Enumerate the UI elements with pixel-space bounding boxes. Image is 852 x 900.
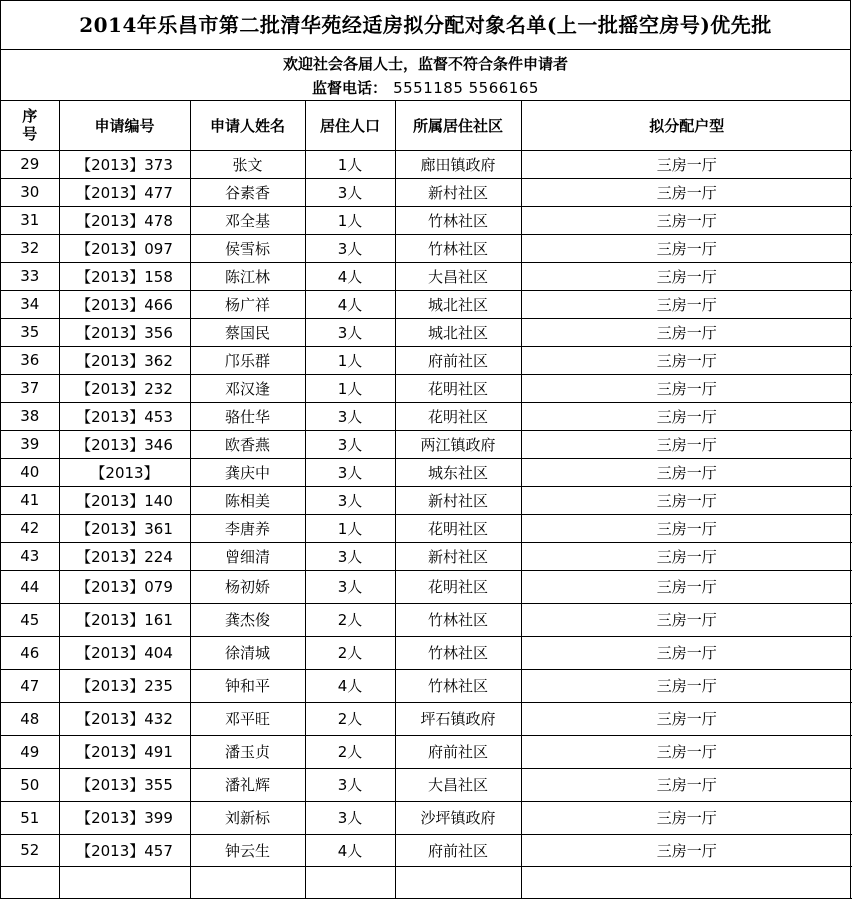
cell-unit-type: 三房一厅 (521, 374, 852, 402)
cell-seq: 46 (1, 636, 59, 669)
phone-label: 监督电话： (312, 79, 388, 97)
cell-household: 1人 (305, 206, 395, 234)
cell-app-no: 【2013】453 (59, 402, 190, 430)
table-body (1, 150, 852, 898)
table-row (1, 262, 852, 290)
cell-name: 张文 (190, 150, 305, 178)
cell-community: 大昌社区 (395, 262, 521, 290)
table-row (1, 669, 852, 702)
empty-cell (521, 866, 852, 898)
cell-name: 邓汉逢 (190, 374, 305, 402)
cell-app-no: 【2013】158 (59, 262, 190, 290)
cell-household: 3人 (305, 402, 395, 430)
empty-cell (190, 866, 305, 898)
cell-seq: 43 (1, 542, 59, 570)
cell-household: 3人 (305, 178, 395, 206)
table-row (1, 234, 852, 262)
cell-community: 新村社区 (395, 178, 521, 206)
table-row (1, 486, 852, 514)
cell-community: 新村社区 (395, 486, 521, 514)
cell-name: 龚庆中 (190, 458, 305, 486)
empty-cell (59, 866, 190, 898)
cell-household: 2人 (305, 603, 395, 636)
cell-app-no: 【2013】362 (59, 346, 190, 374)
cell-community: 府前社区 (395, 834, 521, 866)
cell-household: 3人 (305, 486, 395, 514)
phone-line (1, 78, 850, 98)
table-row (1, 834, 852, 866)
table-row (1, 458, 852, 486)
cell-app-no: 【2013】457 (59, 834, 190, 866)
table-row (1, 514, 852, 542)
cell-community: 坪石镇政府 (395, 702, 521, 735)
cell-seq: 37 (1, 374, 59, 402)
table-row (1, 636, 852, 669)
cell-unit-type: 三房一厅 (521, 150, 852, 178)
cell-seq: 44 (1, 570, 59, 603)
column-header-unit-type: 拟分配户型 (521, 101, 852, 150)
cell-name: 徐清城 (190, 636, 305, 669)
cell-unit-type: 三房一厅 (521, 801, 852, 834)
table-row (1, 570, 852, 603)
cell-name: 李唐养 (190, 514, 305, 542)
table-row (1, 206, 852, 234)
cell-community: 竹林社区 (395, 234, 521, 262)
cell-seq: 51 (1, 801, 59, 834)
cell-unit-type: 三房一厅 (521, 290, 852, 318)
cell-name: 潘玉贞 (190, 735, 305, 768)
cell-app-no: 【2013】235 (59, 669, 190, 702)
cell-household: 3人 (305, 430, 395, 458)
cell-seq: 36 (1, 346, 59, 374)
cell-seq: 50 (1, 768, 59, 801)
cell-app-no: 【2013】097 (59, 234, 190, 262)
cell-community: 竹林社区 (395, 669, 521, 702)
cell-app-no: 【2013】491 (59, 735, 190, 768)
cell-community: 花明社区 (395, 374, 521, 402)
cell-unit-type: 三房一厅 (521, 768, 852, 801)
table-row (1, 430, 852, 458)
cell-seq: 31 (1, 206, 59, 234)
cell-community: 城东社区 (395, 458, 521, 486)
allocation-table (1, 101, 852, 899)
cell-app-no: 【2013】355 (59, 768, 190, 801)
cell-unit-type: 三房一厅 (521, 178, 852, 206)
cell-unit-type: 三房一厅 (521, 430, 852, 458)
cell-seq: 48 (1, 702, 59, 735)
table-row (1, 150, 852, 178)
cell-app-no: 【2013】399 (59, 801, 190, 834)
cell-household: 3人 (305, 542, 395, 570)
cell-household: 2人 (305, 636, 395, 669)
table-row (1, 542, 852, 570)
cell-name: 潘礼辉 (190, 768, 305, 801)
cell-household: 1人 (305, 346, 395, 374)
cell-app-no: 【2013】232 (59, 374, 190, 402)
cell-unit-type: 三房一厅 (521, 735, 852, 768)
cell-household: 4人 (305, 290, 395, 318)
cell-unit-type: 三房一厅 (521, 318, 852, 346)
table-row (1, 346, 852, 374)
cell-name: 邓全基 (190, 206, 305, 234)
table-row (1, 801, 852, 834)
notice-line: 欢迎社会各届人士，监督不符合条件申请者 (282, 55, 568, 73)
cell-name: 刘新标 (190, 801, 305, 834)
cell-household: 3人 (305, 234, 395, 262)
cell-household: 1人 (305, 374, 395, 402)
cell-seq: 47 (1, 669, 59, 702)
header-row (1, 101, 852, 150)
cell-app-no: 【2013】356 (59, 318, 190, 346)
cell-seq: 45 (1, 603, 59, 636)
column-header-household: 居住人口 (305, 101, 395, 150)
cell-household: 1人 (305, 514, 395, 542)
cell-app-no: 【2013】477 (59, 178, 190, 206)
cell-seq: 39 (1, 430, 59, 458)
cell-household: 3人 (305, 570, 395, 603)
empty-row (1, 866, 852, 898)
column-header-name: 申请人姓名 (190, 101, 305, 150)
cell-name: 钟和平 (190, 669, 305, 702)
cell-unit-type: 三房一厅 (521, 669, 852, 702)
cell-community: 沙坪镇政府 (395, 801, 521, 834)
table-row (1, 735, 852, 768)
cell-app-no: 【2013】140 (59, 486, 190, 514)
cell-seq: 38 (1, 402, 59, 430)
cell-name: 曾细清 (190, 542, 305, 570)
table-row (1, 768, 852, 801)
cell-name: 邓平旺 (190, 702, 305, 735)
cell-unit-type: 三房一厅 (521, 402, 852, 430)
cell-seq: 52 (1, 834, 59, 866)
cell-unit-type: 三房一厅 (521, 514, 852, 542)
cell-unit-type: 三房一厅 (521, 234, 852, 262)
cell-app-no: 【2013】079 (59, 570, 190, 603)
cell-unit-type: 三房一厅 (521, 603, 852, 636)
cell-unit-type: 三房一厅 (521, 458, 852, 486)
cell-seq: 34 (1, 290, 59, 318)
cell-community: 府前社区 (395, 346, 521, 374)
table-row (1, 402, 852, 430)
cell-app-no: 【2013】361 (59, 514, 190, 542)
cell-app-no: 【2013】224 (59, 542, 190, 570)
cell-community: 花明社区 (395, 402, 521, 430)
cell-household: 4人 (305, 262, 395, 290)
cell-community: 城北社区 (395, 290, 521, 318)
cell-app-no: 【2013】432 (59, 702, 190, 735)
cell-seq: 40 (1, 458, 59, 486)
table-row (1, 178, 852, 206)
cell-name: 邝乐群 (190, 346, 305, 374)
cell-household: 2人 (305, 702, 395, 735)
page-title: 2014年乐昌市第二批清华苑经适房拟分配对象名单(上一批摇空房号)优先批 (1, 1, 850, 50)
cell-seq: 33 (1, 262, 59, 290)
cell-name: 杨初娇 (190, 570, 305, 603)
cell-household: 4人 (305, 834, 395, 866)
cell-unit-type: 三房一厅 (521, 262, 852, 290)
cell-app-no: 【2013】346 (59, 430, 190, 458)
cell-household: 3人 (305, 318, 395, 346)
cell-name: 蔡国民 (190, 318, 305, 346)
column-header-community: 所属居住社区 (395, 101, 521, 150)
empty-cell (395, 866, 521, 898)
cell-app-no: 【2013】478 (59, 206, 190, 234)
cell-community: 两江镇政府 (395, 430, 521, 458)
table-row (1, 374, 852, 402)
cell-name: 陈相美 (190, 486, 305, 514)
cell-seq: 35 (1, 318, 59, 346)
cell-community: 城北社区 (395, 318, 521, 346)
cell-unit-type: 三房一厅 (521, 570, 852, 603)
cell-name: 杨广祥 (190, 290, 305, 318)
cell-name: 钟云生 (190, 834, 305, 866)
cell-name: 谷素香 (190, 178, 305, 206)
cell-household: 1人 (305, 150, 395, 178)
cell-household: 3人 (305, 801, 395, 834)
cell-name: 侯雪标 (190, 234, 305, 262)
cell-app-no: 【2013】 (59, 458, 190, 486)
cell-name: 骆仕华 (190, 402, 305, 430)
supervision-notice (1, 50, 850, 101)
column-header-app-no: 申请编号 (59, 101, 190, 150)
cell-app-no: 【2013】404 (59, 636, 190, 669)
cell-community: 大昌社区 (395, 768, 521, 801)
cell-community: 花明社区 (395, 570, 521, 603)
cell-unit-type: 三房一厅 (521, 702, 852, 735)
column-header-seq: 序 号 (1, 101, 59, 150)
table-row (1, 290, 852, 318)
cell-unit-type: 三房一厅 (521, 542, 852, 570)
cell-seq: 30 (1, 178, 59, 206)
cell-household: 3人 (305, 768, 395, 801)
cell-app-no: 【2013】466 (59, 290, 190, 318)
cell-seq: 49 (1, 735, 59, 768)
cell-community: 府前社区 (395, 735, 521, 768)
cell-household: 2人 (305, 735, 395, 768)
cell-unit-type: 三房一厅 (521, 206, 852, 234)
cell-community: 竹林社区 (395, 603, 521, 636)
cell-unit-type: 三房一厅 (521, 636, 852, 669)
empty-cell (305, 866, 395, 898)
cell-app-no: 【2013】161 (59, 603, 190, 636)
cell-community: 竹林社区 (395, 636, 521, 669)
cell-app-no: 【2013】373 (59, 150, 190, 178)
cell-unit-type: 三房一厅 (521, 834, 852, 866)
cell-unit-type: 三房一厅 (521, 486, 852, 514)
table-row (1, 702, 852, 735)
cell-seq: 42 (1, 514, 59, 542)
cell-community: 花明社区 (395, 514, 521, 542)
empty-cell (1, 866, 59, 898)
cell-household: 3人 (305, 458, 395, 486)
cell-household: 4人 (305, 669, 395, 702)
table-row (1, 603, 852, 636)
cell-name: 陈江林 (190, 262, 305, 290)
cell-name: 龚杰俊 (190, 603, 305, 636)
cell-unit-type: 三房一厅 (521, 346, 852, 374)
cell-community: 竹林社区 (395, 206, 521, 234)
cell-name: 欧香燕 (190, 430, 305, 458)
cell-community: 廊田镇政府 (395, 150, 521, 178)
cell-community: 新村社区 (395, 542, 521, 570)
cell-seq: 41 (1, 486, 59, 514)
phone-numbers: 5551185 5566165 (393, 79, 539, 97)
cell-seq: 29 (1, 150, 59, 178)
cell-seq: 32 (1, 234, 59, 262)
table-row (1, 318, 852, 346)
